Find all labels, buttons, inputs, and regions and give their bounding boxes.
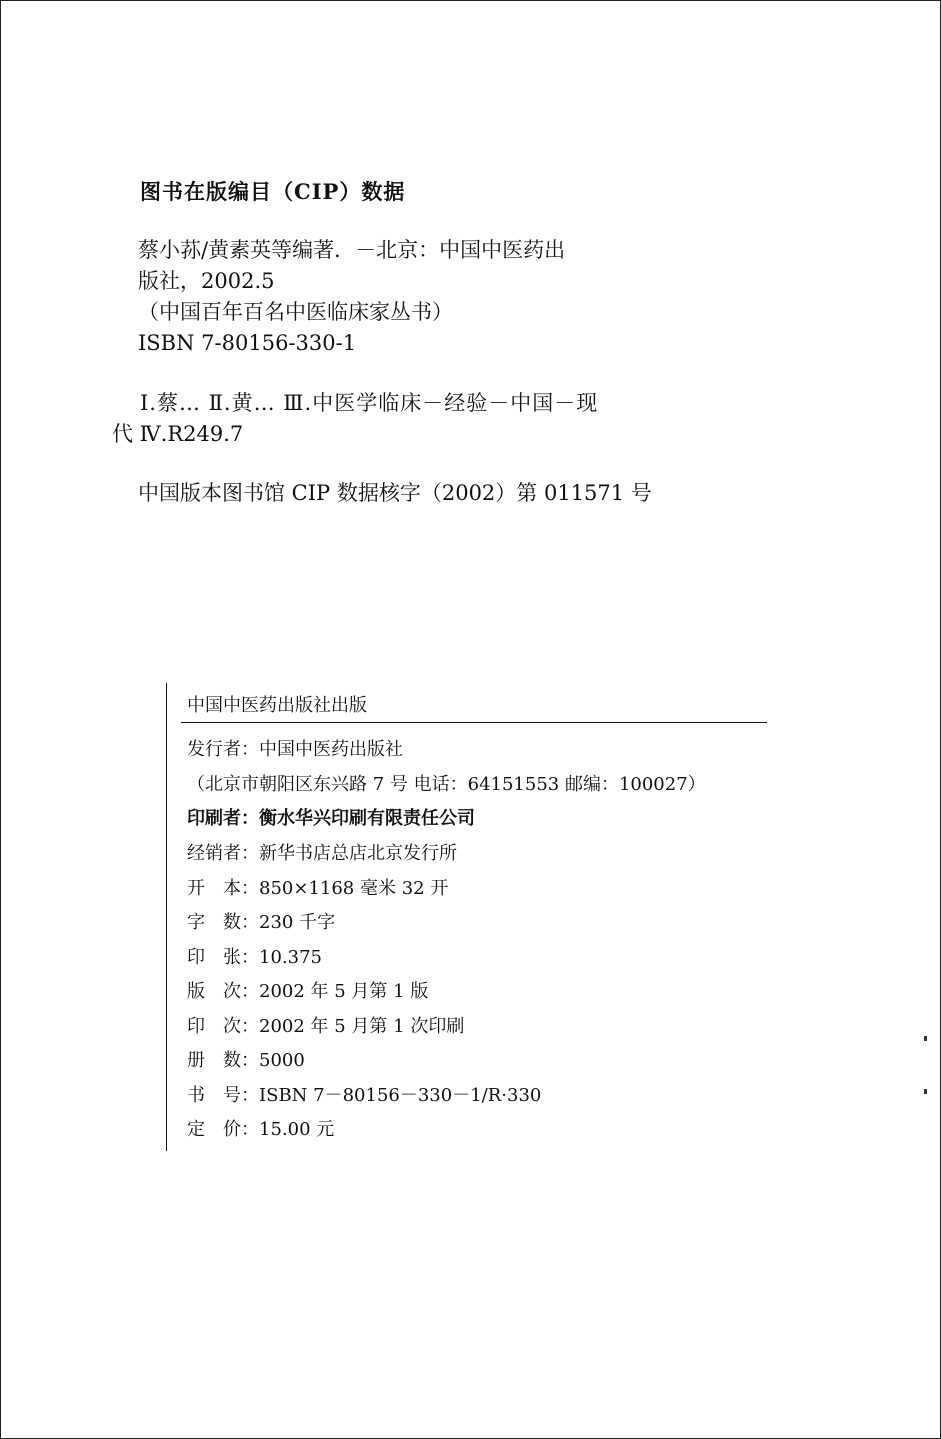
imprint-printer: 印刷者：衡水华兴印刷有限责任公司 [187, 808, 475, 829]
spec-value: 5000 [259, 1050, 305, 1071]
cip-isbn-line: ISBN 7-80156-330-1 [138, 331, 357, 355]
cip-subject-line-continued: 代 Ⅳ.R249.7 [112, 422, 244, 446]
imprint-word-count [187, 908, 335, 934]
imprint-copies [187, 1046, 305, 1072]
imprint-distributor: 经销者：新华书店总店北京发行所 [187, 843, 457, 864]
spec-label: 版 次： [187, 981, 259, 1002]
imprint-address: （北京市朝阳区东兴路 7 号 电话：64151553 邮编：100027） [187, 774, 706, 795]
cip-publisher-line: 版社，2002.5 [138, 269, 275, 293]
spec-label: 印 次： [187, 1016, 259, 1037]
cip-series-line: （中国百年百名中医临床家丛书） [138, 300, 453, 324]
cip-record-number: 中国版本图书馆 CIP 数据核字（2002）第 011571 号 [138, 481, 652, 505]
scan-speck [924, 1089, 927, 1094]
spec-label: 印 张： [187, 947, 259, 968]
spec-value: 2002 年 5 月第 1 次印刷 [259, 1016, 465, 1037]
spec-value: 230 千字 [259, 912, 336, 933]
cip-subject-line: Ⅰ.蔡… Ⅱ.黄… Ⅲ.中医学临床－经验－中国－现 [140, 391, 599, 415]
scan-speck [924, 1036, 927, 1041]
spec-label: 册 数： [187, 1050, 259, 1071]
imprint-sheets [187, 943, 322, 969]
imprint-publisher: 发行者：中国中医药出版社 [187, 739, 403, 760]
spec-value: 15.00 元 [259, 1119, 335, 1140]
cip-title: 图书在版编目（CIP）数据 [140, 179, 406, 204]
imprint-edition [187, 977, 428, 1003]
cip-author-line: 蔡小荪/黄素英等编著．－北京：中国中医药出 [138, 238, 566, 262]
imprint-price [187, 1115, 334, 1141]
imprint-book-number [187, 1081, 541, 1107]
spec-value: 2002 年 5 月第 1 版 [259, 981, 429, 1002]
spec-value: 850×1168 毫米 32 开 [259, 878, 449, 899]
imprint-block [166, 683, 767, 1151]
spec-label: 书 号： [187, 1085, 259, 1106]
spec-value: ISBN 7－80156－330－1/R·330 [259, 1085, 542, 1106]
spec-label: 定 价： [187, 1119, 259, 1140]
imprint-header: 中国中医药出版社出版 [187, 695, 367, 716]
imprint-printing [187, 1012, 464, 1038]
spec-value: 10.375 [259, 947, 322, 968]
imprint-divider [181, 722, 767, 723]
spec-label: 开 本： [187, 878, 259, 899]
imprint-format [187, 874, 448, 900]
spec-label: 字 数： [187, 912, 259, 933]
